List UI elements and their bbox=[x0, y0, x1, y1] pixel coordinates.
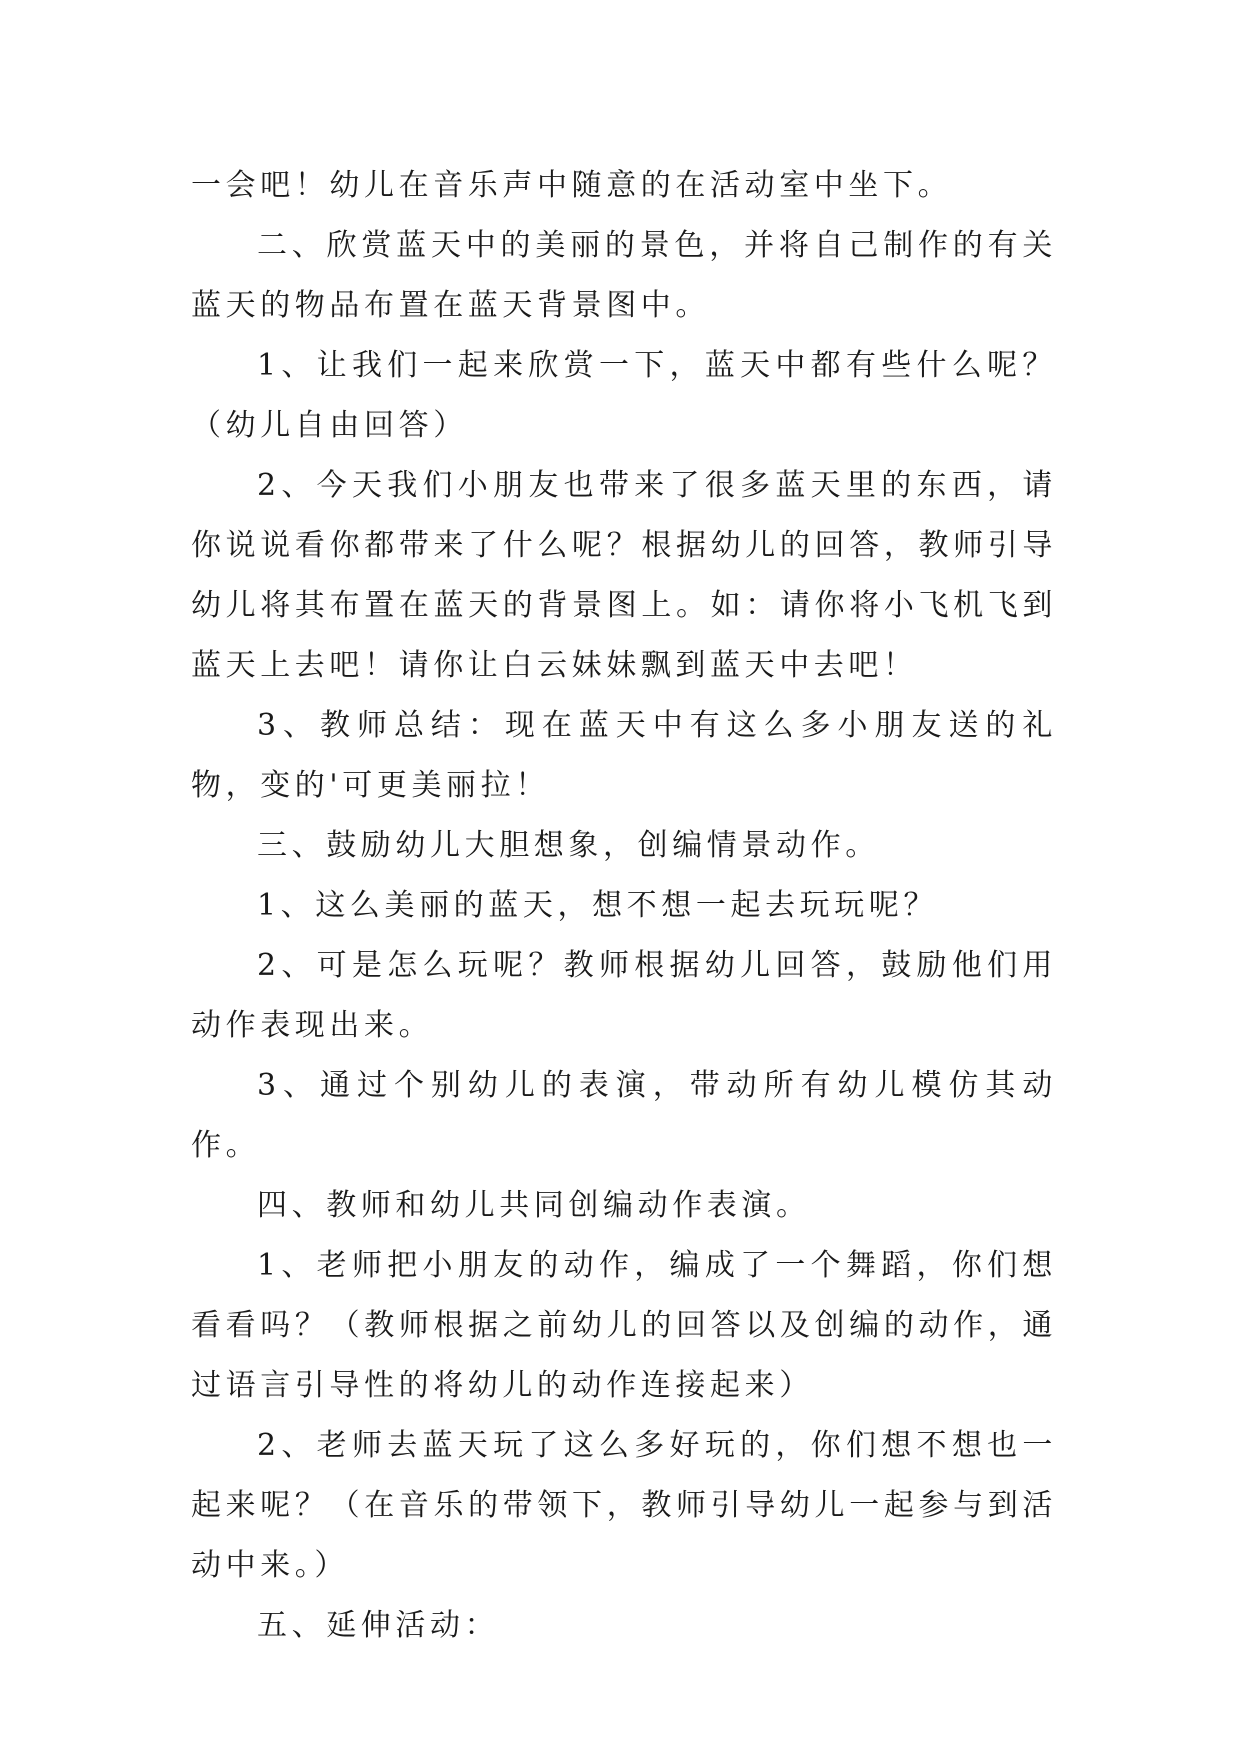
paragraph: 3、教师总结：现在蓝天中有这么多小朋友送的礼物，变的'可更美丽拉！ bbox=[191, 708, 1057, 803]
paragraph: 1、老师把小朋友的动作，编成了一个舞蹈，你们想看看吗？（教师根据之前幼儿的回答以及创编的动作，通过语言引导性的将幼儿的动作连接起来） bbox=[191, 1248, 1057, 1403]
paragraph: 一会吧！幼儿在音乐声中随意的在活动室中坐下。 bbox=[191, 168, 953, 203]
paragraph: 3、通过个别幼儿的表演，带动所有幼儿模仿其动作。 bbox=[191, 1068, 1057, 1163]
paragraph: 2、今天我们小朋友也带来了很多蓝天里的东西，请你说说看你都带来了什么呢？根据幼儿的回答，教师引导幼儿将其布置在蓝天的背景图上。如：请你将小飞机飞到蓝天上去吧！请你让白云妹妹飘到蓝天中去吧！ bbox=[191, 468, 1057, 683]
paragraph: 1、这么美丽的蓝天，想不想一起去玩玩呢？ bbox=[257, 888, 939, 923]
section-heading-2: 二、欣赏蓝天中的美丽的景色，并将自己制作的有关蓝天的物品布置在蓝天背景图中。 bbox=[191, 228, 1057, 323]
paragraph: 2、可是怎么玩呢？教师根据幼儿回答，鼓励他们用动作表现出来。 bbox=[191, 948, 1057, 1043]
paragraph: 2、老师去蓝天玩了这么多好玩的，你们想不想也一起来呢？（在音乐的带领下，教师引导幼儿一起参与到活动中来。） bbox=[191, 1428, 1057, 1583]
section-heading-5: 五、延伸活动： bbox=[257, 1608, 500, 1643]
paragraph: 1、让我们一起来欣赏一下，蓝天中都有些什么呢？（幼儿自由回答） bbox=[191, 348, 1057, 443]
section-heading-4: 四、教师和幼儿共同创编动作表演。 bbox=[257, 1188, 811, 1223]
section-heading-3: 三、鼓励幼儿大胆想象，创编情景动作。 bbox=[257, 828, 880, 863]
document-body bbox=[191, 156, 1057, 1656]
